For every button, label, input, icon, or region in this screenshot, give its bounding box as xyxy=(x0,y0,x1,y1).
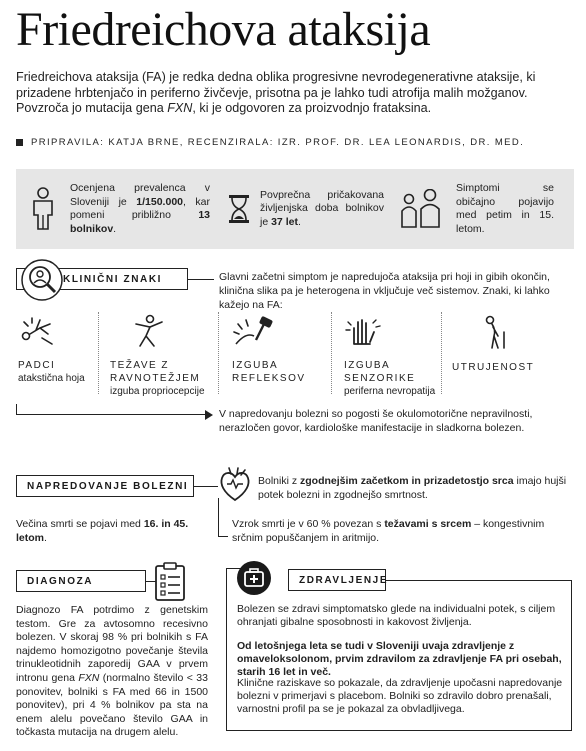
sign-falls xyxy=(18,314,85,385)
diagnosis-text: Diagnozo FA potrdimo z genetskim testom. Gre za avtosomno recesivno bolezen. V skoraj 98 % pri bolnikih s FA najdemo homozigotno povečanje števila trinukleotidnih zaporedij GAA v prvem intronu gena FXN (normalno število < 33 ponovitev, bolniki s FA med 66 in 1500 ponovitev), pri 4 % bolnikov pa sta na enem alelu povečano število GAA in točkasta mutacija na drugem alelu. xyxy=(16,604,208,739)
treatment-box-bottom xyxy=(226,730,572,731)
sign-name: TEŽAVE Z xyxy=(110,360,170,371)
arrow-icon xyxy=(205,410,213,420)
sign-name: RAVNOTEŽJEM xyxy=(110,373,201,384)
stat-text: Simptomi se običajno pojavijo med petim in 15. letom. xyxy=(456,182,554,235)
clinical-intro: Glavni začetni simptom je napredujoča ataksija pri hoji in gibih okončin, klinična slika pa je heterogena in vključuje več sistemov. Znaki, ki lahko kažejo na FA: xyxy=(219,271,550,311)
sign-name: PADCI xyxy=(18,360,56,371)
medical-kit-icon xyxy=(236,560,272,596)
death-age-text: Večina smrti se pojavi med 16. in 45. letom. xyxy=(16,518,189,544)
sign-sub: atakstična hoja xyxy=(18,373,85,384)
person-icon xyxy=(30,187,56,231)
treatment-paragraph-2: Od letošnjega leta se tudi v Sloveniji uvaja zdravljenje z omaveloksolonom, prvim zdravilom za zdravljenje FA pri osebah, starih 16 let in več. xyxy=(237,640,562,679)
treatment-box-left xyxy=(226,568,227,730)
byline-text: PRIPRAVILA: KATJA BRNE, RECENZIRALA: IZR. PROF. DR. LEA LEONARDIS, DR. MED. xyxy=(31,137,525,148)
sign-sub: izguba propriocepcije xyxy=(110,386,205,397)
connector-line xyxy=(188,279,214,280)
connector-line xyxy=(16,414,206,415)
sign-reflex xyxy=(232,314,306,385)
stat-text: Povprečna pričakovana življenjska doba bolnikov je 37 let. xyxy=(260,188,384,228)
treatment-box-top xyxy=(386,580,572,581)
stat-text: Ocenjena prevalenca v Sloveniji je 1/150.000, kar pomeni približno 13 bolnikov. xyxy=(70,182,210,235)
sign-balance xyxy=(110,314,205,398)
page-title: Friedreichova ataksija xyxy=(16,3,431,56)
checklist-icon xyxy=(153,562,189,602)
progression-label: NAPREDOVANJE BOLEZNI xyxy=(16,475,194,497)
heart-text: Bolniki z zgodnejšim začetkom in prizadetostjo srca imajo hujši potek bolezni in zgodnejšo smrtnost. xyxy=(258,475,567,501)
treatment-box-right xyxy=(571,580,572,731)
sign-sub: periferna nevropatija xyxy=(344,386,436,397)
tired-person-icon xyxy=(478,314,514,350)
connector-line xyxy=(218,536,228,537)
divider xyxy=(218,312,219,394)
death-cause-text: Vzrok smrti je v 60 % povezan s težavami s srcem – kongestivnim srčnim popuščanjem in aritmijo. xyxy=(232,518,545,544)
sign-fatigue xyxy=(452,314,534,374)
sign-sensory xyxy=(344,314,435,398)
stat-prevalence xyxy=(30,169,210,249)
reflex-hammer-icon xyxy=(232,314,276,348)
stat-life-expectancy xyxy=(228,169,388,249)
advanced-signs: V napredovanju bolezni so pogosti še okulomotorične nepravilnosti, nerazločen govor, kardiološke manifestacije in sladkorna bolezen. xyxy=(219,408,533,434)
balance-person-icon xyxy=(130,314,166,348)
treatment-paragraph-3: Klinične raziskave so pokazale, da zdravljenje upočasni napredovanje bolezni v primerjavi s placebom. Bolniki so zdravilo dobro prenašali, varnostni profil pa se je pokazal za obvladljivega. xyxy=(237,677,563,716)
stat-onset xyxy=(398,169,568,249)
divider xyxy=(98,312,99,394)
tingling-hand-icon xyxy=(344,314,384,348)
intro-paragraph: Friedreichova ataksija (FA) je redka dedna oblika progresivne nevrodegenerativne ataksije, ki prizadene hrbtenjačo in periferno živčevje, prisotna pa je lahko tudi atrofija malih možganov. Povzroča jo mutacija gena FXN, ki je odgovoren za proizvodnjo frataksina. xyxy=(16,70,536,115)
clinical-signs-label: KLINIČNI ZNAKI xyxy=(16,268,188,290)
magnifier-person-icon xyxy=(20,258,64,302)
hourglass-icon xyxy=(228,194,250,224)
treatment-label: ZDRAVLJENJE xyxy=(288,569,386,591)
sign-name: IZGUBA xyxy=(344,360,391,371)
stats-box xyxy=(16,169,574,249)
connector-line xyxy=(218,498,219,536)
sign-name: UTRUJENOST xyxy=(452,362,535,373)
byline xyxy=(16,137,524,148)
sign-name: SENZORIKE xyxy=(344,373,416,384)
byline-square-icon xyxy=(16,139,23,146)
sign-name: REFLEKSOV xyxy=(232,373,306,384)
heart-icon xyxy=(217,466,253,504)
diagnosis-label: DIAGNOZA xyxy=(16,570,146,592)
family-icon xyxy=(398,189,444,229)
sign-name: IZGUBA xyxy=(232,360,279,371)
divider xyxy=(441,312,442,394)
treatment-paragraph-1: Bolezen se zdravi simptomatsko glede na individualni potek, s ciljem ohranjati gibalne sposobnosti in kakovost življenja. xyxy=(237,603,556,629)
falling-person-icon xyxy=(18,314,54,348)
divider xyxy=(331,312,332,394)
connector-line xyxy=(194,486,218,487)
